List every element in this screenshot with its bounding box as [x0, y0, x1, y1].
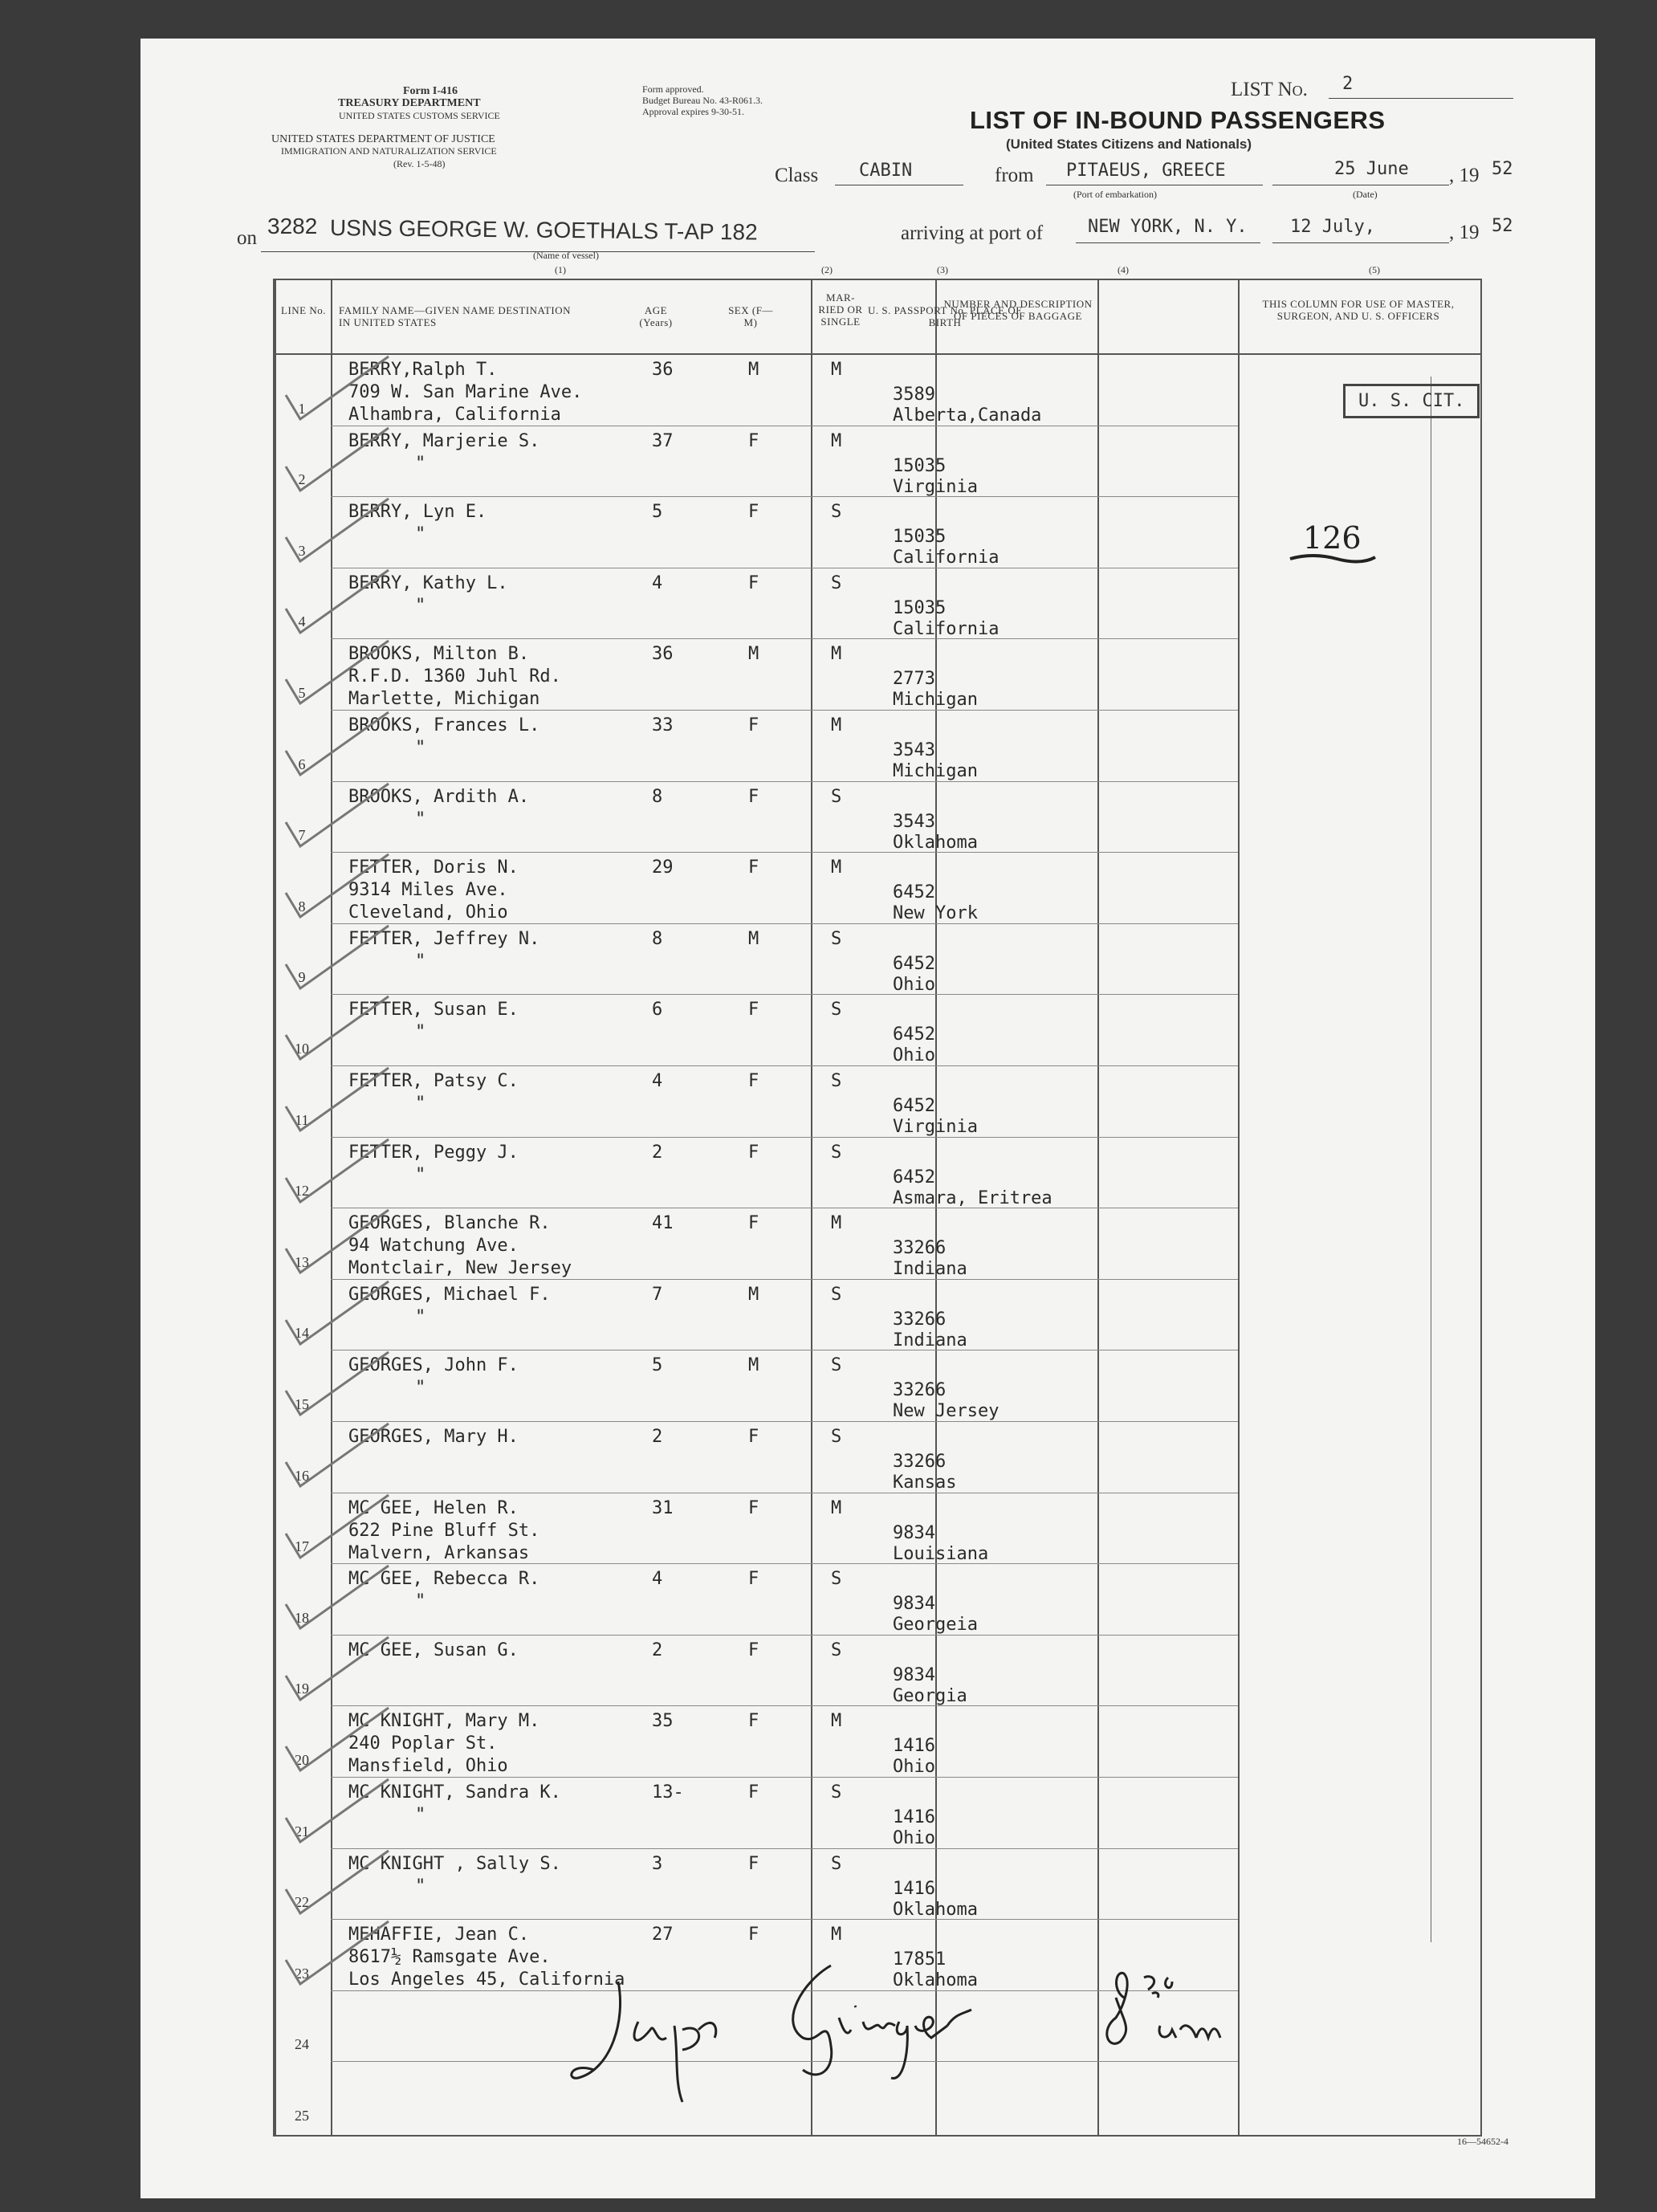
- place-of-birth: Oklahoma: [893, 1899, 978, 1920]
- passenger-sex: F: [748, 1925, 759, 1945]
- passenger-name: MEHAFFIE, Jean C.: [348, 1925, 530, 1945]
- passenger-sex: F: [748, 1000, 759, 1020]
- passenger-address-line-2: Los Angeles 45, California: [348, 1970, 625, 1990]
- passenger-name: BROOKS, Milton B.: [348, 644, 530, 665]
- passport-number: 17851: [893, 1949, 947, 1970]
- place-of-birth: Ohio: [893, 974, 935, 995]
- arrival-port: NEW YORK, N. Y.: [1088, 217, 1248, 237]
- passenger-address-line-1: ": [415, 1378, 426, 1399]
- passenger-sex: F: [748, 1497, 759, 1518]
- passenger-age: 5: [652, 1355, 663, 1376]
- place-of-birth: Asmara, Eritrea: [893, 1187, 1052, 1208]
- passenger-age: 2: [652, 1640, 663, 1660]
- line-number: 20: [295, 1751, 309, 1768]
- table-row: [275, 1564, 1480, 1636]
- line-number: 13: [295, 1253, 309, 1270]
- place-of-birth: Oklahoma: [893, 832, 978, 853]
- passenger-marital-status: M: [831, 715, 842, 735]
- passenger-marital-status: S: [831, 1284, 842, 1305]
- passenger-name: BERRY,Ralph T.: [348, 360, 498, 380]
- passenger-marital-status: S: [831, 502, 842, 523]
- passenger-sex: F: [748, 1640, 759, 1660]
- passport-number: 3543: [893, 811, 935, 832]
- passenger-name: MC GEE, Rebecca R.: [348, 1569, 540, 1590]
- place-of-birth: New York: [893, 903, 978, 924]
- passenger-age: 41: [652, 1213, 674, 1234]
- passenger-name: BERRY, Kathy L.: [348, 572, 508, 593]
- col-header-sex: SEX (F—M): [728, 304, 773, 328]
- table-body: [275, 355, 1480, 2133]
- passenger-address-line-1: ": [415, 595, 426, 616]
- line-number: 10: [295, 1040, 309, 1057]
- passenger-address-line-1: ": [415, 809, 426, 829]
- class-label: Class: [775, 165, 819, 186]
- passenger-name: FETTER, Susan E.: [348, 1000, 519, 1020]
- arrival-date-underline: [1272, 242, 1449, 243]
- passport-number: 1416: [893, 1878, 935, 1899]
- passenger-marital-status: S: [831, 572, 842, 593]
- passenger-marital-status: M: [831, 360, 842, 380]
- passenger-sex: F: [748, 1711, 759, 1732]
- date-caption: (Date): [1353, 189, 1378, 200]
- treasury-dept: TREASURY DEPARTMENT: [338, 97, 481, 109]
- passenger-name: BROOKS, Ardith A.: [348, 786, 530, 807]
- passenger-name: FETTER, Jeffrey N.: [348, 928, 540, 949]
- passenger-marital-status: S: [831, 1355, 842, 1376]
- table-row: [275, 568, 1480, 640]
- passenger-marital-status: M: [831, 644, 842, 665]
- table-row: [275, 924, 1480, 996]
- justice-dept: UNITED STATES DEPARTMENT OF JUSTICE: [271, 133, 495, 145]
- line-number: 16: [295, 1467, 309, 1484]
- line-number: 12: [295, 1183, 309, 1200]
- passenger-name: GEORGES, John F.: [348, 1355, 519, 1376]
- line-number: 9: [298, 969, 306, 986]
- passport-number: 6452: [893, 953, 935, 974]
- passenger-sex: F: [748, 572, 759, 593]
- us-citizen-stamp: U. S. CIT.: [1343, 384, 1480, 418]
- table-row: [275, 1208, 1480, 1280]
- col-header-passport: U. S. PASSPORT No. PLACE OF BIRTH: [868, 304, 1022, 328]
- passenger-list-sheet: [140, 39, 1595, 2198]
- page-title: LIST OF IN-BOUND PASSENGERS: [970, 106, 1386, 134]
- line-number: 21: [295, 1823, 309, 1839]
- passenger-address-line-1: 622 Pine Bluff St.: [348, 1520, 540, 1541]
- table-row: [275, 1636, 1480, 1707]
- passenger-age: 31: [652, 1497, 674, 1518]
- vessel-name: USNS GEORGE W. GOETHALS T-AP 182: [329, 215, 758, 245]
- passenger-sex: F: [748, 502, 759, 523]
- passenger-address-line-2: Montclair, New Jersey: [348, 1258, 572, 1279]
- col-header-line: LINE No.: [281, 304, 326, 316]
- table-row: [275, 1280, 1480, 1351]
- arrival-year-prefix: , 19: [1449, 222, 1480, 243]
- passenger-name: MC KNIGHT, Mary M.: [348, 1711, 540, 1732]
- passenger-sex: F: [748, 430, 759, 451]
- passenger-marital-status: S: [831, 928, 842, 949]
- col-num-1: (1): [555, 264, 566, 275]
- passenger-age: 4: [652, 1569, 663, 1590]
- passenger-address-line-2: Malvern, Arkansas: [348, 1542, 530, 1563]
- passenger-name: FETTER, Peggy J.: [348, 1142, 519, 1163]
- arriving-label: arriving at port of: [901, 222, 1044, 244]
- arrival-year: 52: [1492, 216, 1513, 236]
- table-row: [275, 711, 1480, 782]
- place-of-birth: Louisiana: [893, 1543, 989, 1564]
- number-underline-scribble: [1289, 551, 1377, 567]
- passenger-name: BROOKS, Frances L.: [348, 715, 540, 735]
- passenger-sex: F: [748, 858, 759, 878]
- list-no-label: LIST No.: [1231, 79, 1308, 100]
- port-caption: (Port of embarkation): [1073, 189, 1157, 200]
- passenger-age: 33: [652, 715, 674, 735]
- line-number: 5: [298, 684, 306, 701]
- table-row: [275, 995, 1480, 1066]
- passenger-age: 8: [652, 786, 663, 807]
- line-number: 22: [295, 1894, 309, 1911]
- line-number: 24: [295, 2036, 309, 2053]
- passport-number: 33266: [893, 1452, 947, 1472]
- passenger-address-line-1: ": [415, 1805, 426, 1825]
- col-header-married: MAR-RIED OR SINGLE: [818, 291, 863, 328]
- col-num-3: (3): [937, 264, 948, 275]
- table-row: [275, 1350, 1480, 1422]
- line-number: 2: [298, 471, 306, 488]
- table-row: [275, 782, 1480, 853]
- passenger-age: 35: [652, 1711, 674, 1732]
- passenger-name: MC KNIGHT , Sally S.: [348, 1853, 561, 1874]
- line-number: 8: [298, 898, 306, 915]
- col-num-5: (5): [1369, 264, 1380, 275]
- passenger-sex: M: [748, 644, 759, 665]
- table-row: [275, 426, 1480, 498]
- passenger-sex: M: [748, 928, 759, 949]
- form-number: Form I-416: [403, 85, 458, 97]
- col-header-officers: THIS COLUMN FOR USE OF MASTER, SURGEON, AND U. S. OFFICERS: [1262, 298, 1455, 322]
- line-number: 1: [298, 400, 306, 417]
- passenger-name: MC GEE, Helen R.: [348, 1497, 519, 1518]
- passenger-age: 36: [652, 644, 674, 665]
- passenger-name: MC GEE, Susan G.: [348, 1640, 519, 1660]
- passenger-address-line-1: ": [415, 1591, 426, 1612]
- passenger-name: MC KNIGHT, Sandra K.: [348, 1782, 561, 1803]
- passenger-sex: F: [748, 1853, 759, 1874]
- budget-bureau: Budget Bureau No. 43-R061.3.: [642, 95, 763, 106]
- passenger-age: 37: [652, 430, 674, 451]
- class-value: CABIN: [859, 161, 913, 181]
- line-number: 15: [295, 1395, 309, 1412]
- arrival-date: 12 July,: [1290, 217, 1375, 237]
- check-mark-icon: [276, 1912, 397, 2000]
- table-row: [275, 355, 1480, 426]
- passenger-age: 27: [652, 1925, 674, 1945]
- passenger-address-line-1: ": [415, 524, 426, 545]
- passport-number: 33266: [893, 1309, 947, 1330]
- table-row: [275, 1706, 1480, 1778]
- passenger-marital-status: S: [831, 1569, 842, 1590]
- form-revision: (Rev. 1-5-48): [393, 158, 446, 169]
- line-number: 17: [295, 1538, 309, 1555]
- passenger-address-line-1: 240 Poplar St.: [348, 1733, 498, 1754]
- passenger-age: 4: [652, 1071, 663, 1091]
- depart-year: 52: [1492, 159, 1513, 179]
- table-row: [275, 1849, 1480, 1921]
- passenger-marital-status: M: [831, 1213, 842, 1234]
- passenger-marital-status: M: [831, 858, 842, 878]
- passenger-marital-status: S: [831, 1142, 842, 1163]
- passenger-sex: F: [748, 1071, 759, 1091]
- passenger-age: 7: [652, 1284, 663, 1305]
- passenger-address-line-2: Cleveland, Ohio: [348, 902, 508, 923]
- passenger-address-line-1: ": [415, 1876, 426, 1896]
- passport-number: 1416: [893, 1736, 935, 1757]
- depart-year-prefix: , 19: [1449, 165, 1480, 186]
- passenger-address-line-1: ": [415, 1306, 426, 1327]
- place-of-birth: California: [893, 618, 999, 639]
- line-number: 18: [295, 1609, 309, 1626]
- passenger-address-line-1: 8617½ Ramsgate Ave.: [348, 1947, 551, 1968]
- passenger-age: 5: [652, 502, 663, 523]
- place-of-birth: Georgia: [893, 1685, 967, 1706]
- passenger-address-line-2: Mansfield, Ohio: [348, 1756, 508, 1777]
- table-row: [275, 1493, 1480, 1565]
- table-row: [275, 1778, 1480, 1849]
- line-number: 23: [295, 1965, 309, 1982]
- place-of-birth: Indiana: [893, 1330, 967, 1350]
- line-number: 6: [298, 756, 306, 772]
- passenger-age: 8: [652, 928, 663, 949]
- place-of-birth: California: [893, 548, 999, 568]
- from-label: from: [995, 165, 1034, 186]
- passenger-address-line-1: ": [415, 1094, 426, 1114]
- passport-number: 15035: [893, 455, 947, 476]
- line-number: 4: [298, 613, 306, 630]
- place-of-birth: Alberta,Canada: [893, 405, 1042, 426]
- col-num-2: (2): [821, 264, 833, 275]
- passport-number: 6452: [893, 1167, 935, 1187]
- passenger-marital-status: M: [831, 1497, 842, 1518]
- table-row: [275, 1066, 1480, 1138]
- passenger-age: 3: [652, 1853, 663, 1874]
- place-of-birth: Indiana: [893, 1259, 967, 1280]
- line-number: 25: [295, 2107, 309, 2124]
- place-of-birth: Michigan: [893, 690, 978, 711]
- passport-number: 9834: [893, 1664, 935, 1685]
- passenger-marital-status: S: [831, 1427, 842, 1447]
- passport-number: 1416: [893, 1807, 935, 1827]
- passenger-age: 13-: [652, 1782, 684, 1803]
- passenger-marital-status: S: [831, 1853, 842, 1874]
- passport-number: 33266: [893, 1238, 947, 1259]
- passenger-address-line-1: ": [415, 738, 426, 758]
- passenger-sex: F: [748, 715, 759, 735]
- signature: [562, 1949, 1252, 2110]
- passport-number: 9834: [893, 1594, 935, 1615]
- passenger-address-line-1: 94 Watchung Ave.: [348, 1236, 519, 1257]
- place-of-birth: Kansas: [893, 1473, 957, 1493]
- place-of-birth: Georgeia: [893, 1615, 978, 1636]
- passport-number: 6452: [893, 1096, 935, 1116]
- passport-number: 3589: [893, 385, 935, 405]
- passenger-name: GEORGES, Blanche R.: [348, 1213, 551, 1234]
- place-of-birth: Virginia: [893, 476, 978, 497]
- table-row: [275, 1138, 1480, 1209]
- place-of-birth: Michigan: [893, 761, 978, 781]
- col-header-age: AGE (Years): [639, 304, 673, 328]
- approval-expires: Approval expires 9-30-51.: [642, 106, 744, 117]
- passenger-address-line-2: Alhambra, California: [348, 405, 561, 425]
- passenger-marital-status: S: [831, 1000, 842, 1020]
- passport-number: 6452: [893, 1025, 935, 1045]
- passport-number: 2773: [893, 669, 935, 690]
- passenger-address-line-1: ": [415, 1022, 426, 1043]
- place-of-birth: Ohio: [893, 1045, 935, 1066]
- passenger-age: 2: [652, 1142, 663, 1163]
- line-number: 14: [295, 1325, 309, 1342]
- passport-number: 3543: [893, 740, 935, 760]
- passport-number: 15035: [893, 527, 947, 548]
- passenger-address-line-1: R.F.D. 1360 Juhl Rd.: [348, 666, 561, 687]
- passenger-marital-status: S: [831, 1071, 842, 1091]
- passenger-sex: F: [748, 786, 759, 807]
- passenger-marital-status: M: [831, 1925, 842, 1945]
- on-label: on: [237, 227, 257, 249]
- col-header-baggage: NUMBER AND DESCRIPTION OF PIECES OF BAGGAGE: [943, 298, 1093, 322]
- vessel-caption: (Name of vessel): [533, 250, 599, 261]
- passenger-sex: F: [748, 1782, 759, 1803]
- place-of-birth: Virginia: [893, 1117, 978, 1137]
- table-row: [275, 1422, 1480, 1493]
- passenger-sex: F: [748, 1213, 759, 1234]
- col-header-name: FAMILY NAME—GIVEN NAME DESTINATION IN UNITED STATES: [339, 304, 572, 328]
- passenger-marital-status: S: [831, 1640, 842, 1660]
- line-number: 11: [295, 1111, 309, 1128]
- line-number: 7: [298, 827, 306, 844]
- passenger-name: FETTER, Doris N.: [348, 858, 519, 878]
- passenger-age: 6: [652, 1000, 663, 1020]
- page-subtitle: (United States Citizens and Nationals): [1006, 136, 1252, 152]
- passenger-marital-status: M: [831, 1711, 842, 1732]
- passport-number: 6452: [893, 882, 935, 903]
- passenger-address-line-1: 9314 Miles Ave.: [348, 880, 508, 901]
- passenger-age: 2: [652, 1427, 663, 1447]
- list-no-underline: [1329, 98, 1513, 99]
- customs-service: UNITED STATES CUSTOMS SERVICE: [339, 110, 500, 121]
- table-row: [275, 639, 1480, 711]
- passenger-name: FETTER, Patsy C.: [348, 1071, 519, 1091]
- place-of-birth: Ohio: [893, 1828, 935, 1848]
- passenger-sex: M: [748, 360, 759, 380]
- passenger-name: GEORGES, Mary H.: [348, 1427, 519, 1447]
- col-num-4: (4): [1118, 264, 1129, 275]
- passport-number: 33266: [893, 1380, 947, 1401]
- footer-code: 16—54652-4: [1457, 2136, 1508, 2147]
- place-of-birth: Ohio: [893, 1757, 935, 1778]
- passenger-address-line-1: ": [415, 951, 426, 972]
- line-number: 3: [298, 542, 306, 559]
- passenger-address-line-1: ": [415, 453, 426, 474]
- from-value: PITAEUS, GREECE: [1066, 161, 1226, 181]
- passenger-age: 4: [652, 572, 663, 593]
- line-number: 19: [295, 1680, 309, 1697]
- passenger-sex: M: [748, 1284, 759, 1305]
- passenger-age: 36: [652, 360, 674, 380]
- table-row: [275, 853, 1480, 924]
- place-of-birth: New Jersey: [893, 1401, 999, 1422]
- passport-number: 15035: [893, 597, 947, 618]
- passenger-name: BERRY, Lyn E.: [348, 502, 487, 523]
- port-underline: [1076, 242, 1260, 243]
- vessel-number: 3282: [267, 214, 318, 238]
- passenger-sex: F: [748, 1427, 759, 1447]
- passenger-address-line-1: ": [415, 1164, 426, 1185]
- form-approved: Form approved.: [642, 84, 704, 95]
- passport-number: 9834: [893, 1522, 935, 1543]
- ins-service: IMMIGRATION AND NATURALIZATION SERVICE: [281, 145, 497, 157]
- passenger-name: BERRY, Marjerie S.: [348, 430, 540, 451]
- passenger-age: 29: [652, 858, 674, 878]
- passenger-marital-status: S: [831, 786, 842, 807]
- passenger-sex: F: [748, 1142, 759, 1163]
- passenger-marital-status: M: [831, 430, 842, 451]
- passenger-marital-status: S: [831, 1782, 842, 1803]
- depart-date: 25 June: [1334, 159, 1409, 179]
- passenger-name: GEORGES, Michael F.: [348, 1284, 551, 1305]
- passenger-address-line-1: 709 W. San Marine Ave.: [348, 382, 583, 402]
- handwritten-number: 126: [1303, 520, 1362, 556]
- place-of-birth: Oklahoma: [893, 1970, 978, 1991]
- passenger-sex: M: [748, 1355, 759, 1376]
- passenger-sex: F: [748, 1569, 759, 1590]
- passenger-address-line-2: Marlette, Michigan: [348, 689, 540, 710]
- list-no-value: 2: [1342, 74, 1354, 94]
